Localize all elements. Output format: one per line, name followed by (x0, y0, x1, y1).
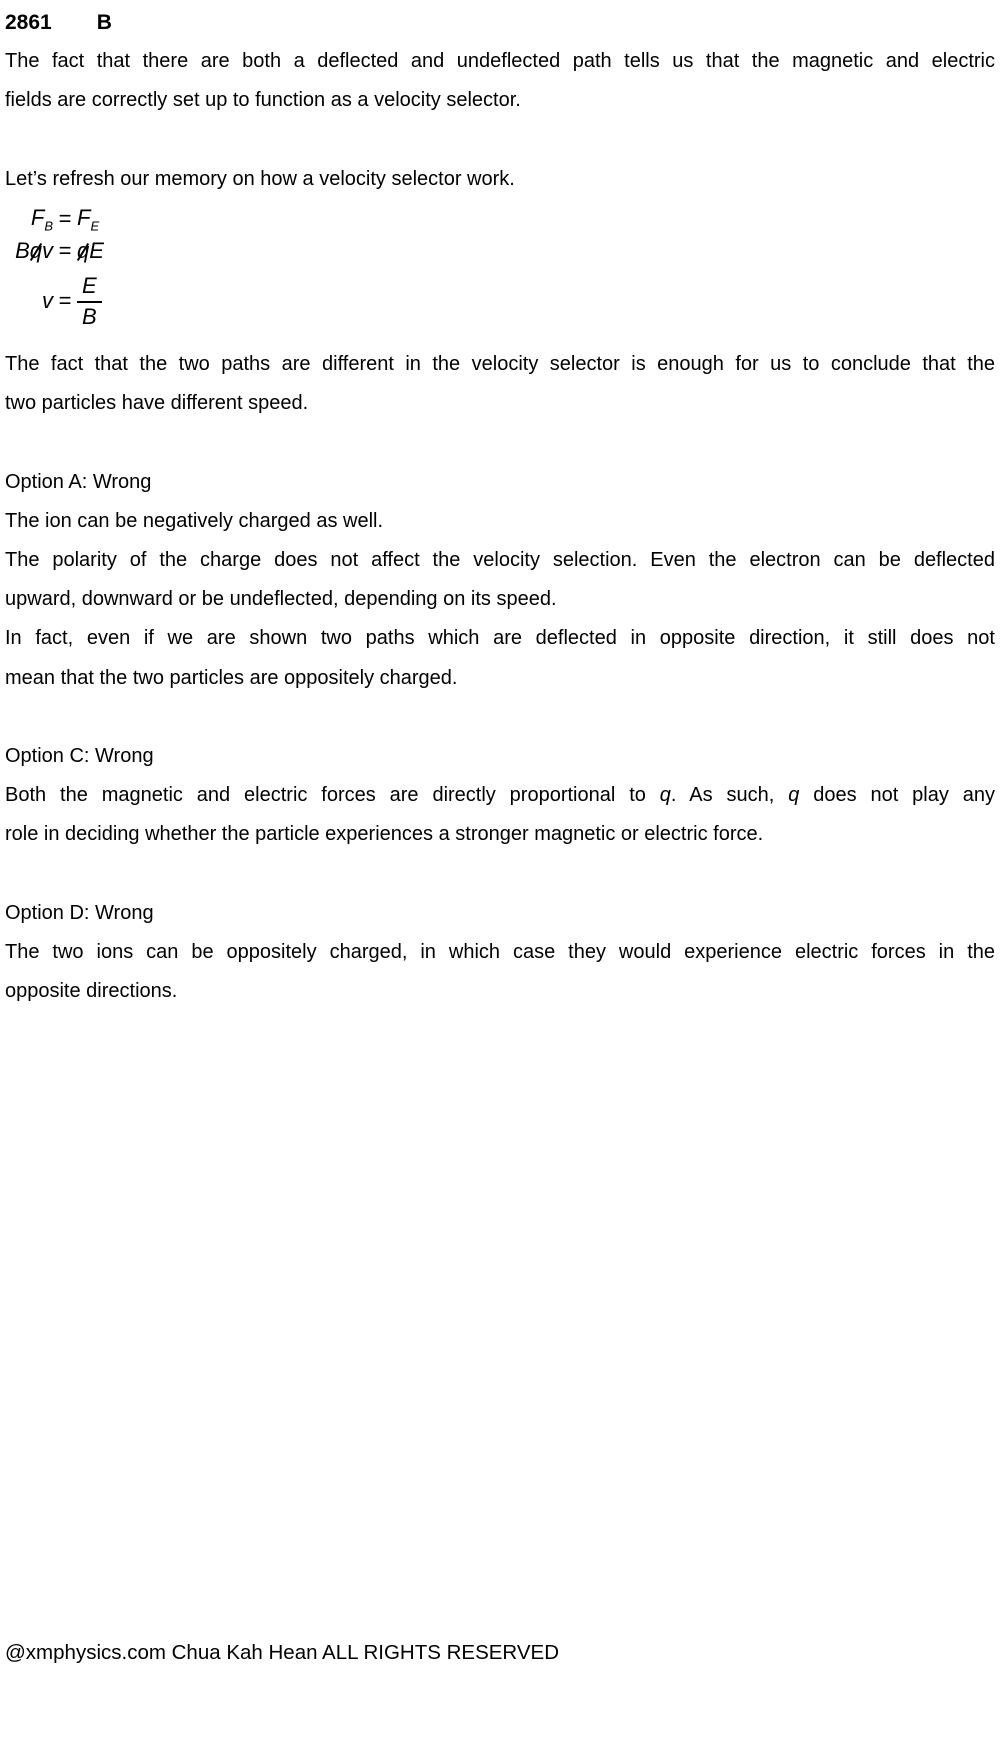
answer-letter: B (96, 11, 112, 34)
text-line: The fact that there are both a deflected and undeflected path tells us that the magnetic and electric (5, 50, 995, 73)
fraction-e-over-b (77, 274, 102, 329)
text-line: Let’s refresh our memory on how a velocity selector work. (5, 167, 515, 190)
text-line: The ion can be negatively charged as well. (5, 509, 384, 532)
velocity-symbol: v (42, 288, 53, 313)
text-line: The fact that the two paths are different in the velocity selector is enough for us to conclude that the (5, 353, 995, 375)
text-line: The polarity of the charge does not affect the velocity selection. Even the electron can be deflected (5, 549, 995, 571)
cancelled-charge-symbol: q (77, 238, 90, 263)
equation-block (5, 203, 995, 335)
blank-line (5, 855, 995, 894)
equals-sign: = (58, 206, 72, 231)
copyright-footer: @xmphysics.com Chua Kah Hean ALL RIGHTS RESERVED (5, 1641, 560, 1664)
velocity-symbol: v (42, 238, 53, 263)
text-line: Option C: Wrong (5, 745, 154, 767)
text-line: In fact, even if we are shown two paths which are deflected in opposite direction, it still does not (5, 627, 995, 650)
fraction-denominator: B (77, 301, 102, 329)
equals-sign: = (58, 288, 72, 313)
force-magnetic-symbol: F (30, 204, 45, 230)
force-electric-symbol: F (77, 204, 91, 230)
fraction-numerator: E (82, 272, 97, 298)
text-line: Option D: Wrong (5, 901, 154, 924)
question-number: 2861 (5, 11, 52, 34)
text-line: upward, downward or be undeflected, depending on its speed. (5, 588, 557, 611)
e-field-symbol: E (89, 238, 104, 263)
b-field-symbol: B (15, 238, 30, 263)
blank-line (5, 121, 995, 160)
subscript-e: E (90, 218, 100, 234)
text-line: mean that the two particles are oppositely charged. (5, 666, 458, 689)
text-line: The two ions can be oppositely charged, in which case they would experience electric forces in the (5, 941, 995, 963)
text-line: two particles have different speed. (5, 392, 309, 415)
equation-substituted (5, 235, 995, 267)
equation-force-balance (5, 203, 995, 235)
explanation-paragraphs (5, 345, 995, 1011)
equals-sign: = (58, 238, 72, 263)
subscript-b: B (44, 218, 53, 234)
blank-line (5, 698, 995, 737)
blank-line (5, 423, 995, 462)
cancelled-charge-symbol: q (29, 238, 42, 263)
text-line: Both the magnetic and electric forces are directly proportional to q. As such, q does not play any (5, 784, 995, 807)
text-line: fields are correctly set up to function as a velocity selector. (5, 89, 521, 112)
text-line: role in deciding whether the particle experiences a stronger magnetic or electric force. (5, 823, 764, 846)
equation-result (5, 267, 995, 335)
intro-paragraphs (5, 42, 995, 199)
answer-header (5, 3, 995, 42)
text-line: Option A: Wrong (5, 470, 152, 493)
text-line: opposite directions. (5, 980, 178, 1003)
